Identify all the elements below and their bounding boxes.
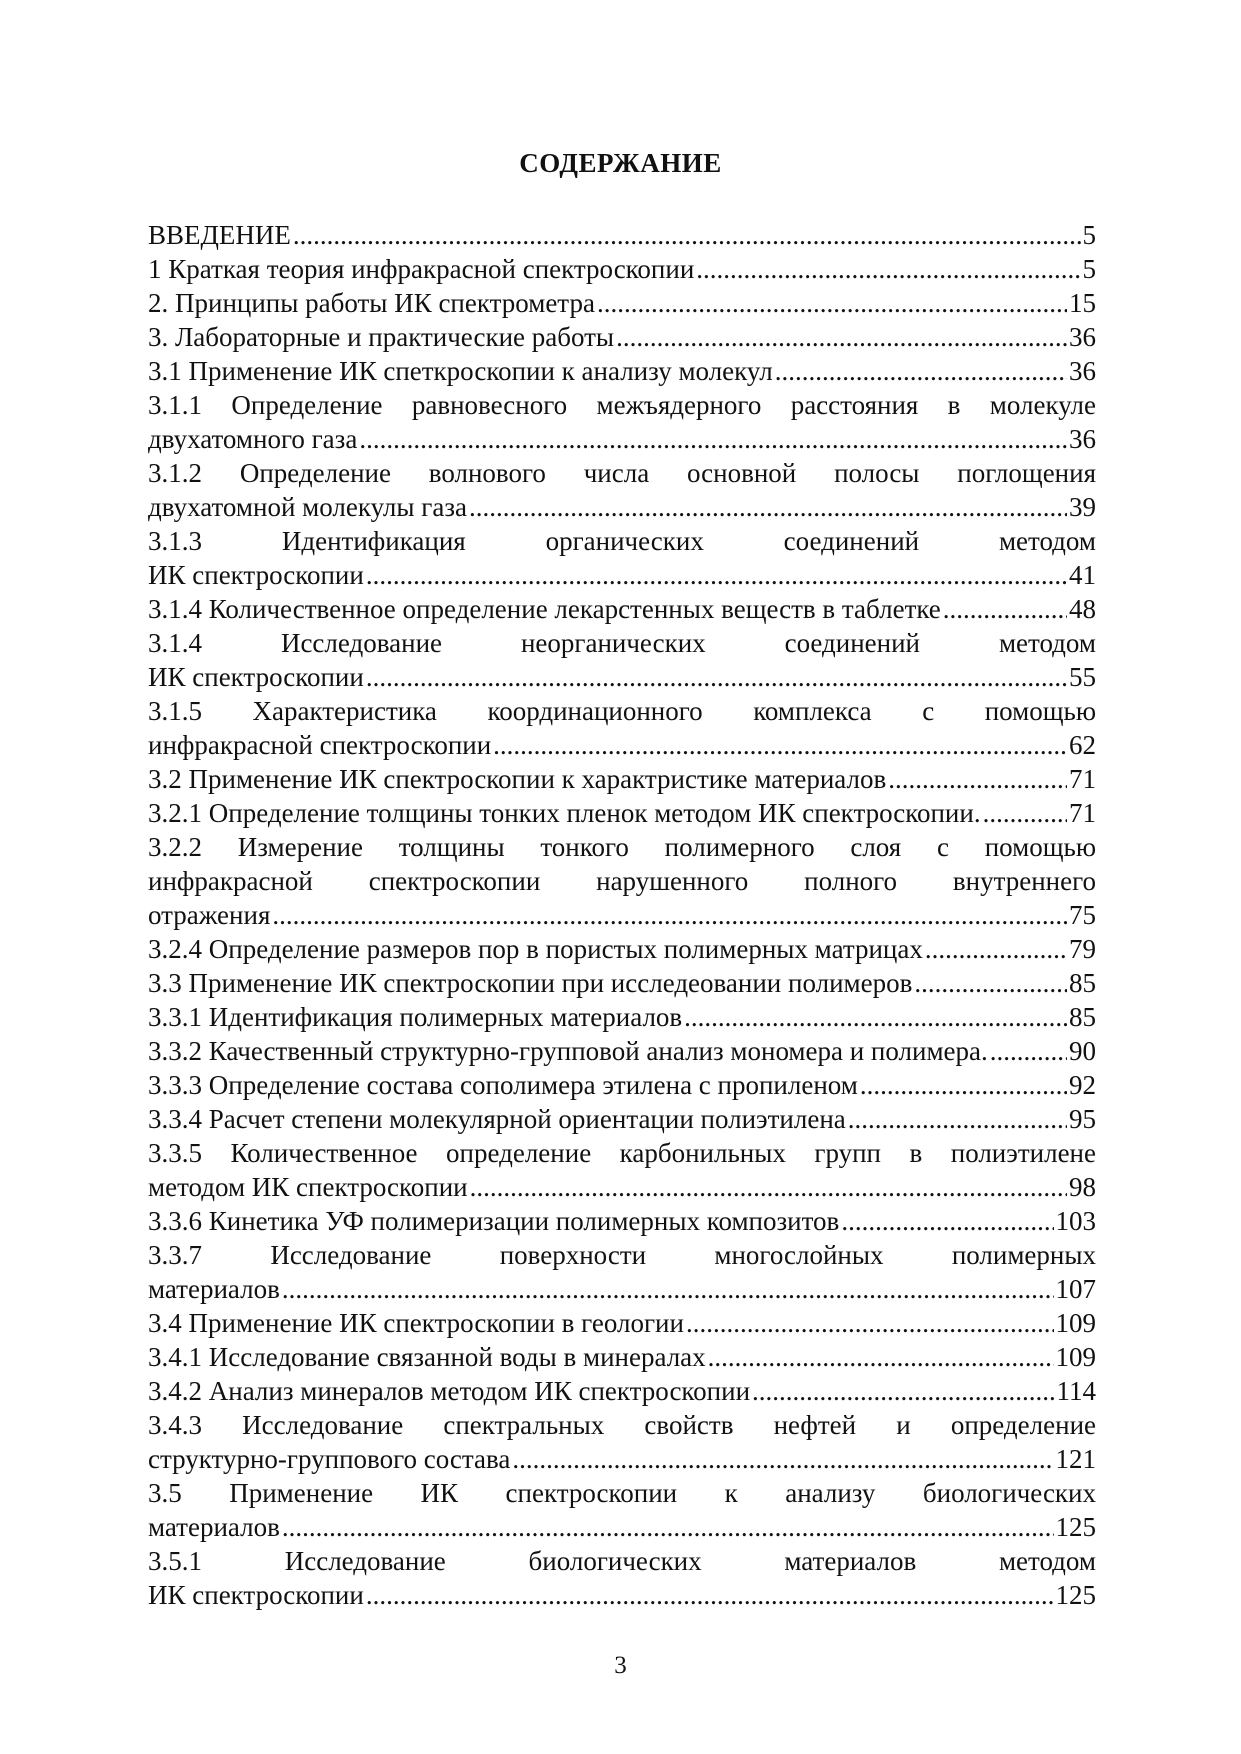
toc-page-number: 71 (1069, 798, 1096, 828)
toc-page-number: 79 (1069, 934, 1096, 964)
dot-leader (282, 1510, 1054, 1544)
toc-entry-title: инфракрасной спектроскопии нарушенного полного внутреннего (148, 866, 1096, 896)
toc-entry-title: материалов (148, 1512, 280, 1542)
dot-leader (888, 762, 1067, 796)
toc-page-number: 41 (1069, 560, 1096, 590)
toc-entry-title: 3.2.4 Определение размеров пор в пористых полимерных матрицах (148, 934, 923, 964)
toc-page-number: 114 (1056, 1376, 1096, 1406)
toc-line (148, 1170, 1096, 1204)
toc-entry-title: отражения (148, 900, 271, 930)
toc-entry (148, 218, 1096, 252)
dot-leader (293, 218, 1081, 252)
toc-entry (148, 1306, 1096, 1340)
toc-entry (148, 1034, 1096, 1068)
toc-line (148, 354, 1096, 388)
toc-page-number: 85 (1069, 968, 1096, 998)
toc-entry-title: 3.1.5 Характеристика координационного комплекса с помощью (148, 696, 1096, 726)
toc-entry-title: 3.3.7 Исследование поверхности многослойных полимерных (148, 1240, 1096, 1270)
toc-entry-title: материалов (148, 1274, 280, 1304)
toc-entry (148, 1068, 1096, 1102)
toc-entry-title: 3.4.3 Исследование спектральных свойств нефтей и определение (148, 1410, 1096, 1440)
toc-line (148, 898, 1096, 932)
dot-leader (860, 1068, 1067, 1102)
toc-entry-title: 3.4.1 Исследование связанной воды в минералах (148, 1342, 706, 1372)
toc-line (148, 1510, 1096, 1544)
toc-page-number: 75 (1069, 900, 1096, 930)
toc-entry (148, 1544, 1096, 1612)
dot-leader (914, 966, 1067, 1000)
toc-line (148, 422, 1096, 456)
toc-entry (148, 354, 1096, 388)
dot-leader (272, 898, 1067, 932)
dot-leader (752, 1374, 1054, 1408)
toc-entry (148, 286, 1096, 320)
toc-line (148, 592, 1096, 626)
toc-entry (148, 932, 1096, 966)
dot-leader (983, 796, 1067, 830)
dot-leader (493, 728, 1067, 762)
toc-entry (148, 320, 1096, 354)
toc-entry-title: 3.2 Применение ИК спектроскопии к характристике материалов (148, 764, 887, 794)
toc-page-number: 36 (1069, 322, 1096, 352)
toc-line (148, 1442, 1096, 1476)
toc-entry (148, 1476, 1096, 1544)
toc-entry-title: 3.5.1 Исследование биологических материалов методом (148, 1546, 1096, 1576)
dot-leader (943, 592, 1067, 626)
toc-entry-title: 1 Краткая теория инфракрасной спектроскопии (148, 254, 695, 284)
toc-page-number: 121 (1055, 1444, 1096, 1474)
dot-leader (366, 660, 1067, 694)
toc-entry-title: 3.3.2 Качественный структурно-групповой анализ мономера и полимера. (148, 1036, 988, 1066)
toc-entry-title: 3.1.4 Исследование неорганических соединений методом (148, 628, 1096, 658)
toc-line (148, 966, 1096, 1000)
toc-entry-title: ИК спектроскопии (148, 662, 364, 692)
toc-line (148, 1340, 1096, 1374)
toc-page-number: 15 (1069, 288, 1096, 318)
toc-entry-title: 3.3.5 Количественное определение карбонильных групп в полиэтилене (148, 1138, 1096, 1168)
dot-leader (775, 354, 1067, 388)
toc-entry-title: 3.5 Применение ИК спектроскопии к анализу биологических (148, 1478, 1096, 1508)
dot-leader (696, 252, 1080, 286)
toc-entry (148, 762, 1096, 796)
dot-leader (848, 1102, 1067, 1136)
toc-line (148, 932, 1096, 966)
toc-entry-title: 3.3.6 Кинетика УФ полимеризации полимерных композитов (148, 1206, 840, 1236)
toc-entry (148, 388, 1096, 456)
toc-entry (148, 592, 1096, 626)
dot-leader (282, 1272, 1054, 1306)
toc-page-number: 95 (1069, 1104, 1096, 1134)
toc-page-number: 92 (1069, 1070, 1096, 1100)
toc-page-number: 98 (1069, 1172, 1096, 1202)
page-number: 3 (614, 1652, 627, 1679)
toc-entry (148, 1136, 1096, 1204)
toc-page-number: 109 (1055, 1308, 1096, 1338)
toc-line (148, 558, 1096, 592)
toc-line (148, 1374, 1096, 1408)
dot-leader (366, 558, 1067, 592)
toc-page-number: 125 (1055, 1580, 1096, 1610)
toc-entry-title: 3.2.1 Определение толщины тонких пленок методом ИК спектроскопии. (148, 798, 981, 828)
dot-leader (597, 286, 1067, 320)
toc-page-number: 107 (1055, 1274, 1096, 1304)
toc-entry (148, 1204, 1096, 1238)
toc-line (148, 218, 1096, 252)
toc-entry (148, 1374, 1096, 1408)
toc-entry-title: 3.1 Применение ИК спеткроскопии к анализу молекул (148, 356, 773, 386)
dot-leader (616, 320, 1067, 354)
toc-line (148, 320, 1096, 354)
toc-page-number: 36 (1069, 356, 1096, 386)
toc-entry-title: инфракрасной спектроскопии (148, 730, 492, 760)
toc-entry-title: 3.3 Применение ИК спектроскопии при исследеовании полимеров (148, 968, 913, 998)
toc-page-number: 36 (1069, 424, 1096, 454)
dot-leader (708, 1340, 1054, 1374)
toc-entry (148, 252, 1096, 286)
toc-entry-title: 3.1.4 Количественное определение лекарстенных веществ в таблетке (148, 594, 941, 624)
toc-entry (148, 966, 1096, 1000)
toc-page-number: 125 (1055, 1512, 1096, 1542)
toc-entry-title: методом ИК спектроскопии (148, 1172, 468, 1202)
toc-page-number: 55 (1069, 662, 1096, 692)
toc-entry-title: двухатомного газа (148, 424, 358, 454)
page-title: СОДЕРЖАНИЕ (519, 148, 722, 178)
toc-line (148, 1068, 1096, 1102)
toc-line (148, 728, 1096, 762)
toc-entry-title: двухатомной молекулы газа (148, 492, 467, 522)
toc-line (148, 1272, 1096, 1306)
toc-page-number: 62 (1069, 730, 1096, 760)
toc-entry-title: 3.1.2 Определение волнового числа основной полосы поглощения (148, 458, 1096, 488)
toc-entry-title: 3.4 Применение ИК спектроскопии в геологии (148, 1308, 684, 1338)
toc-line (148, 1578, 1096, 1612)
toc-line (148, 1102, 1096, 1136)
toc-line (148, 286, 1096, 320)
toc-entry (148, 1000, 1096, 1034)
toc-line (148, 796, 1096, 830)
toc-entry (148, 626, 1096, 694)
toc-page-number: 90 (1069, 1036, 1096, 1066)
dot-leader (512, 1442, 1053, 1476)
toc-entry (148, 694, 1096, 762)
dot-leader (925, 932, 1067, 966)
toc-entry-title: 3.3.3 Определение состава сополимера этилена с пропиленом (148, 1070, 858, 1100)
dot-leader (469, 490, 1067, 524)
toc-entry-title: ИК спектроскопии (148, 560, 364, 590)
toc-page-number: 48 (1069, 594, 1096, 624)
toc-entry-title: ИК спектроскопии (148, 1580, 364, 1610)
dot-leader (686, 1306, 1054, 1340)
dot-leader (841, 1204, 1053, 1238)
toc-entry-title: 3.1.1 Определение равновесного межъядерного расстояния в молекуле (148, 390, 1096, 420)
toc-entry (148, 1340, 1096, 1374)
toc-line (148, 1034, 1096, 1068)
toc-entry-title: 3.3.4 Расчет степени молекулярной ориентации полиэтилена (148, 1104, 846, 1134)
toc-page-number: 85 (1069, 1002, 1096, 1032)
toc-entry (148, 830, 1096, 932)
toc-entry-title: 3.4.2 Анализ минералов методом ИК спектроскопии (148, 1376, 751, 1406)
toc-entry (148, 524, 1096, 592)
toc-entry-title: 3.2.2 Измерение толщины тонкого полимерного слоя с помощью (148, 832, 1096, 862)
toc-page-number: 103 (1055, 1206, 1096, 1236)
dot-leader (990, 1034, 1067, 1068)
toc-line (148, 1204, 1096, 1238)
toc-entry-title: 3.3.1 Идентификация полимерных материалов (148, 1002, 683, 1032)
toc-entry (148, 456, 1096, 524)
toc-line (148, 1000, 1096, 1034)
toc-page-number: 71 (1069, 764, 1096, 794)
dot-leader (684, 1000, 1067, 1034)
toc-page-number: 109 (1055, 1342, 1096, 1372)
toc-entry-title: 3.1.3 Идентификация органических соединений методом (148, 526, 1096, 556)
toc-line (148, 762, 1096, 796)
toc-entry (148, 1238, 1096, 1306)
table-of-contents (148, 218, 1096, 1612)
toc-entry-title: ВВЕДЕНИЕ (148, 220, 291, 250)
toc-entry (148, 796, 1096, 830)
toc-entry (148, 1102, 1096, 1136)
dot-leader (366, 1578, 1054, 1612)
toc-page-number: 39 (1069, 492, 1096, 522)
toc-entry-title: структурно-группового состава (148, 1444, 511, 1474)
toc-entry-title: 2. Принципы работы ИК спектрометра (148, 288, 595, 318)
dot-leader (470, 1170, 1067, 1204)
toc-line (148, 252, 1096, 286)
toc-page-number: 5 (1082, 220, 1096, 250)
toc-page-number: 5 (1082, 254, 1096, 284)
toc-line (148, 490, 1096, 524)
toc-line (148, 1306, 1096, 1340)
toc-entry-title: 3. Лабораторные и практические работы (148, 322, 615, 352)
toc-line (148, 660, 1096, 694)
toc-entry (148, 1408, 1096, 1476)
dot-leader (359, 422, 1067, 456)
